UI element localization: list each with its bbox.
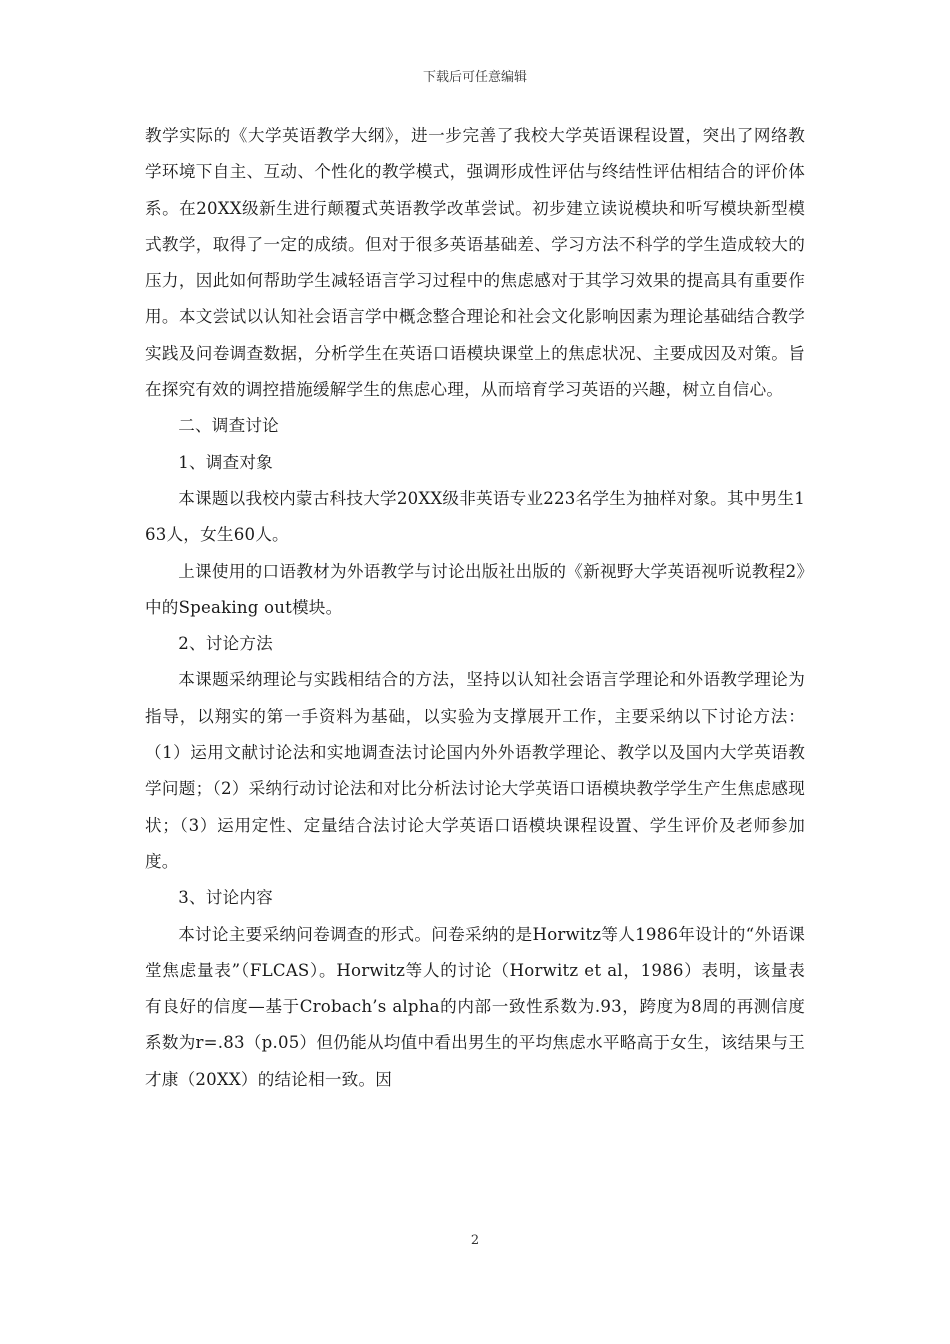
subsection-heading-subjects: 1、调查对象: [178, 452, 273, 472]
document-body: [145, 118, 805, 1098]
section-heading-survey: 二、调查讨论: [178, 416, 279, 436]
subsection-heading-content: 3、讨论内容: [178, 888, 273, 908]
page-number: 2: [470, 1233, 480, 1248]
paragraph-methods: 本课题采纳理论与实践相结合的方法，坚持以认知社会语言学理论和外语教学理论为指导，以翔实的第一手资料为基础，以实验为支撑展开工作，主要采纳以下讨论方法：（1）运用文献讨论法和实地调查法讨论国内外外语教学理论、教学以及国内大学英语教学问题；（2）采纳行动讨论法和对比分析法讨论大学英语口语模块教学学生产生焦虑感现状；（3）运用定性、定量结合法讨论大学英语口语模块课程设置、学生评价及老师参加度。: [145, 670, 805, 871]
paragraph-intro-continuation: 教学实际的《大学英语教学大纲》，进一步完善了我校大学英语课程设置，突出了网络教学环境下自主、互动、个性化的教学模式，强调形成性评估与终结性评估相结合的评价体系。在20XX级新生进行颠覆式英语教学改革尝试。初步建立读说模块和听写模块新型模式教学，取得了一定的成绩。但对于很多英语基础差、学习方法不科学的学生造成较大的压力，因此如何帮助学生减轻语言学习过程中的焦虑感对于其学习效果的提高具有重要作用。本文尝试以认知社会语言学中概念整合理论和社会文化影响因素为理论基础结合教学实践及问卷调查数据，分析学生在英语口语模块课堂上的焦虑状况、主要成因及对策。旨在探究有效的调控措施缓解学生的焦虑心理，从而培育学习英语的兴趣，树立自信心。: [145, 126, 805, 400]
paragraph-textbook: 上课使用的口语教材为外语教学与讨论出版社出版的《新视野大学英语视听说教程2》中的Speaking out模块。: [145, 561, 805, 617]
paragraph-content: 本讨论主要采纳问卷调查的形式。问卷采纳的是Horwitz等人1986年设计的“外语课堂焦虑量表”（FLCAS）。Horwitz等人的讨论（Horwitz et al，1986）表明，该量表有良好的信度—基于Crobach’s alpha的内部一致性系数为.93，跨度为8周的再测信度系数为r=.83（p.05）但仍能从均值中看出男生的平均焦虑水平略高于女生，该结果与王才康（20XX）的结论相一致。因: [145, 924, 805, 1089]
paragraph-subjects: 本课题以我校内蒙古科技大学20XX级非英语专业223名学生为抽样对象。其中男生163人，女生60人。: [145, 488, 805, 545]
page-header: 下载后可任意编辑: [422, 70, 527, 85]
subsection-heading-methods: 2、讨论方法: [178, 634, 273, 654]
